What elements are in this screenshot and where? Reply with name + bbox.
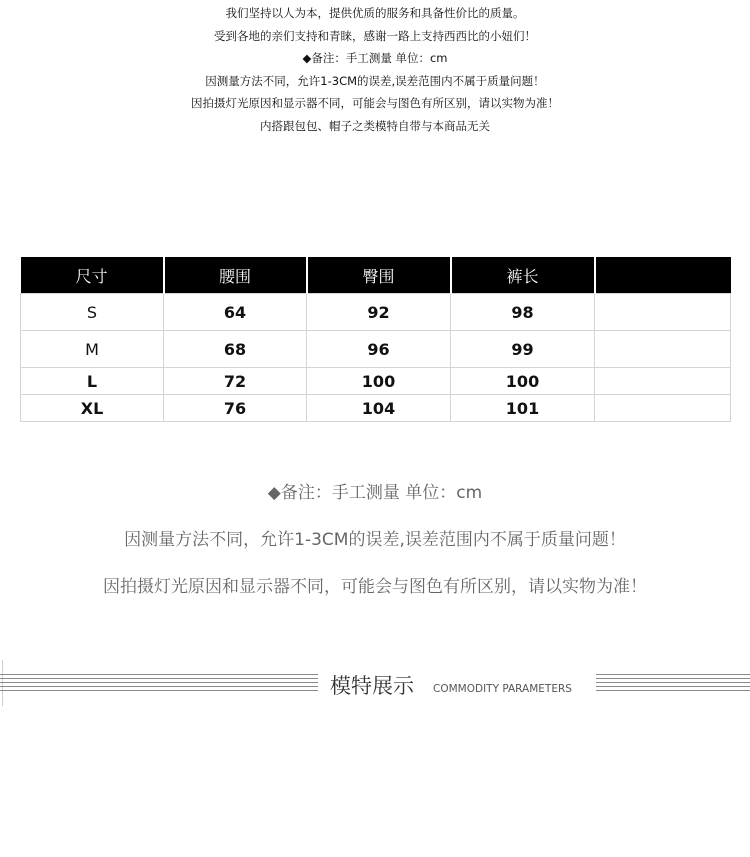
table-row: [21, 368, 731, 395]
size-table: [20, 257, 731, 422]
notice-line: 我们坚持以人为本，提供优质的服务和具备性价比的质量。: [225, 6, 525, 20]
remark-line: ◆备注：手工测量 单位：cm: [267, 483, 483, 503]
right-stripes: [596, 674, 750, 694]
header-length: 裤长: [451, 257, 595, 294]
waist-cell: 68: [164, 331, 307, 368]
section-title: 模特展示: [330, 674, 414, 698]
hip-cell: 104: [307, 395, 451, 422]
header-waist: 腰围: [164, 257, 307, 294]
table-row: [21, 395, 731, 422]
size-cell: XL: [21, 395, 164, 422]
notice-line: 因拍摄灯光原因和显示器不同，可能会与图色有所区别，请以实物为准！: [191, 96, 559, 110]
length-cell: 101: [451, 395, 595, 422]
table-header-row: [21, 257, 731, 294]
empty-cell: [595, 294, 731, 331]
size-cell: M: [21, 331, 164, 368]
hip-cell: 92: [307, 294, 451, 331]
remark-line: 因测量方法不同，允许1-3CM的误差,误差范围内不属于质量问题！: [124, 530, 626, 550]
length-cell: 100: [451, 368, 595, 395]
section-header: [0, 660, 750, 710]
notice-line: ◆备注：手工测量 单位：cm: [302, 51, 448, 65]
size-cell: L: [21, 368, 164, 395]
hip-cell: 100: [307, 368, 451, 395]
length-cell: 98: [451, 294, 595, 331]
top-notice: [0, 2, 750, 137]
empty-cell: [595, 395, 731, 422]
waist-cell: 64: [164, 294, 307, 331]
waist-cell: 76: [164, 395, 307, 422]
empty-cell: [595, 331, 731, 368]
empty-cell: [595, 368, 731, 395]
waist-cell: 72: [164, 368, 307, 395]
notice-line: 内搭跟包包、帽子之类模特自带与本商品无关: [260, 118, 490, 133]
left-stripes: [0, 674, 318, 694]
table-row: [21, 331, 731, 368]
header-empty: [595, 257, 731, 294]
header-hip: 臀围: [307, 257, 451, 294]
header-size: 尺寸: [21, 257, 164, 294]
remark-line: 因拍摄灯光原因和显示器不同，可能会与图色有所区别，请以实物为准！: [103, 577, 647, 597]
hip-cell: 96: [307, 331, 451, 368]
size-cell: S: [21, 294, 164, 331]
table-row: [21, 294, 731, 331]
length-cell: 99: [451, 331, 595, 368]
section-subtitle: COMMODITY PARAMETERS: [433, 683, 572, 695]
remarks-block: [0, 470, 750, 611]
notice-line: 因测量方法不同，允许1-3CM的误差,误差范围内不属于质量问题！: [205, 73, 545, 88]
notice-line: 受到各地的亲们支持和青睐，感谢一路上支持西西比的小妞们！: [214, 28, 536, 43]
